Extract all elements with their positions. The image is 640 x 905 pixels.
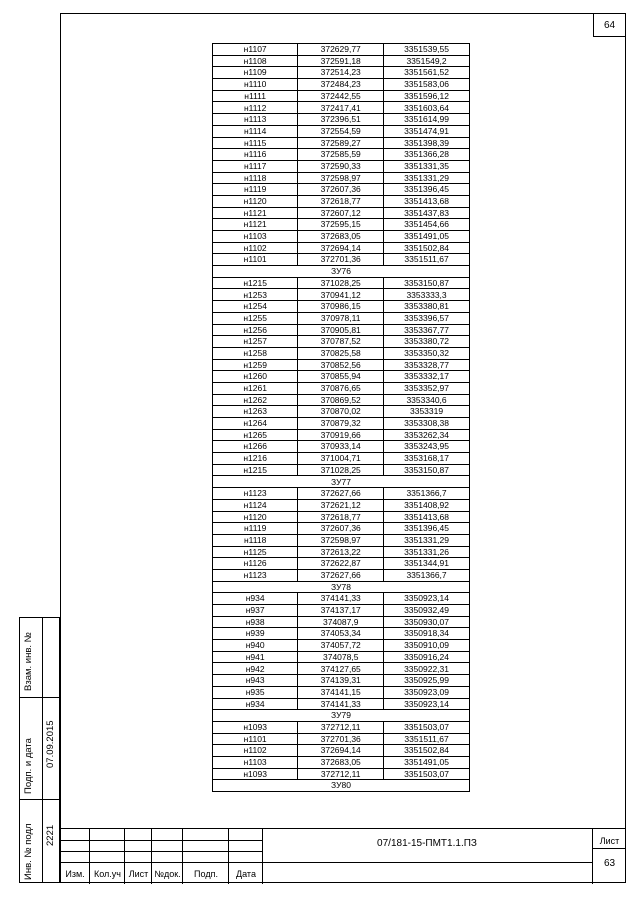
y-coord-cell: 3351614,99 [384,114,470,126]
x-coord-cell: 374141,15 [298,686,384,698]
x-coord-cell: 372598,97 [298,172,384,184]
point-id-cell: н1109 [213,67,298,79]
y-coord-cell: 3351366,28 [384,149,470,161]
point-id-cell: н1125 [213,546,298,558]
point-id-cell: н1255 [213,312,298,324]
parcel-header-row [213,581,470,593]
x-coord-cell: 371028,25 [298,464,384,476]
y-coord-cell: 3353168,17 [384,453,470,465]
y-coord-cell: 3353367,77 [384,324,470,336]
y-coord-cell: 3351331,26 [384,546,470,558]
point-id-cell: н1118 [213,172,298,184]
parcel-label: ЗУ78 [213,581,470,593]
x-coord-cell: 372694,14 [298,745,384,757]
x-coord-cell: 370879,32 [298,418,384,430]
x-coord-cell: 370787,52 [298,336,384,348]
side-stamp [19,617,60,883]
point-id-cell: н1123 [213,569,298,581]
table-row [213,102,470,114]
table-row [213,289,470,301]
x-coord-cell: 372627,66 [298,488,384,500]
y-coord-cell: 3351491,05 [384,756,470,768]
table-row [213,371,470,383]
y-coord-cell: 3353328,77 [384,359,470,371]
table-row [213,756,470,768]
point-id-cell: н1114 [213,125,298,137]
y-coord-cell: 3353340,6 [384,394,470,406]
table-row [213,347,470,359]
y-coord-cell: 3353396,57 [384,312,470,324]
y-coord-cell: 3351396,45 [384,523,470,535]
y-coord-cell: 3351539,55 [384,44,470,56]
y-coord-cell: 3350923,09 [384,686,470,698]
point-id-cell: н1215 [213,277,298,289]
y-coord-cell: 3351344,91 [384,558,470,570]
coordinates-table [212,43,470,792]
table-row [213,336,470,348]
x-coord-cell: 374141,33 [298,698,384,710]
table-row [213,44,470,56]
table-row [213,651,470,663]
x-coord-cell: 372607,36 [298,184,384,196]
table-row [213,523,470,535]
y-coord-cell: 3351491,05 [384,231,470,243]
x-coord-cell: 372607,36 [298,523,384,535]
table-row [213,616,470,628]
table-row [213,628,470,640]
y-coord-cell: 3351366,7 [384,488,470,500]
table-row [213,406,470,418]
y-coord-cell: 3353350,32 [384,347,470,359]
x-coord-cell: 372417,41 [298,102,384,114]
point-id-cell: н1121 [213,219,298,231]
x-coord-cell: 372442,55 [298,90,384,102]
y-coord-cell: 3351366,7 [384,569,470,581]
point-id-cell: н941 [213,651,298,663]
point-id-cell: н1264 [213,418,298,430]
point-id-cell: н935 [213,686,298,698]
y-coord-cell: 3351413,68 [384,511,470,523]
x-coord-cell: 372629,77 [298,44,384,56]
y-coord-cell: 3353150,87 [384,464,470,476]
y-coord-cell: 3351596,12 [384,90,470,102]
table-row [213,418,470,430]
table-row [213,125,470,137]
x-coord-cell: 372712,11 [298,768,384,780]
y-coord-cell: 3353333,3 [384,289,470,301]
x-coord-cell: 370852,56 [298,359,384,371]
podp-data-label: Подп. и дата [23,738,34,794]
point-id-cell: н1093 [213,721,298,733]
point-id-cell: н1260 [213,371,298,383]
point-id-cell: н1265 [213,429,298,441]
point-id-cell: н1256 [213,324,298,336]
y-coord-cell: 3350922,31 [384,663,470,675]
y-coord-cell: 3351474,91 [384,125,470,137]
x-coord-cell: 372607,12 [298,207,384,219]
table-row [213,324,470,336]
x-coord-cell: 372590,33 [298,160,384,172]
y-coord-cell: 3351549,2 [384,55,470,67]
point-id-cell: н1259 [213,359,298,371]
x-coord-cell: 370919,66 [298,429,384,441]
table-row [213,312,470,324]
y-coord-cell: 3350925,99 [384,675,470,687]
point-id-cell: н1266 [213,441,298,453]
x-coord-cell: 374053,34 [298,628,384,640]
table-row [213,593,470,605]
col-list: Лист [128,868,149,879]
x-coord-cell: 372618,77 [298,195,384,207]
x-coord-cell: 374078,5 [298,651,384,663]
point-id-cell: н1257 [213,336,298,348]
x-coord-cell: 372396,51 [298,114,384,126]
x-coord-cell: 372627,66 [298,569,384,581]
point-id-cell: н1124 [213,499,298,511]
x-coord-cell: 372618,77 [298,511,384,523]
x-coord-cell: 372712,11 [298,721,384,733]
table-row [213,534,470,546]
y-coord-cell: 3350918,34 [384,628,470,640]
y-coord-cell: 3350916,24 [384,651,470,663]
point-id-cell: н1118 [213,534,298,546]
table-row [213,733,470,745]
col-podp: Подп. [194,868,218,879]
point-id-cell: н1103 [213,231,298,243]
y-coord-cell: 3351454,66 [384,219,470,231]
table-row [213,558,470,570]
table-row [213,394,470,406]
x-coord-cell: 372514,23 [298,67,384,79]
table-row [213,768,470,780]
table-row [213,546,470,558]
point-id-cell: н943 [213,675,298,687]
point-id-cell: н1120 [213,511,298,523]
parcel-header-row [213,780,470,792]
table-row [213,184,470,196]
y-coord-cell: 3350932,49 [384,605,470,617]
x-coord-cell: 374127,65 [298,663,384,675]
point-id-cell: н1215 [213,464,298,476]
x-coord-cell: 370869,52 [298,394,384,406]
table-row [213,55,470,67]
x-coord-cell: 374137,17 [298,605,384,617]
table-row [213,277,470,289]
col-koluch: Кол.уч [94,868,121,879]
point-id-cell: н1112 [213,102,298,114]
x-coord-cell: 372595,15 [298,219,384,231]
y-coord-cell: 3353380,72 [384,336,470,348]
y-coord-cell: 3351502,84 [384,242,470,254]
point-id-cell: н934 [213,698,298,710]
table-row [213,219,470,231]
x-coord-cell: 370986,15 [298,301,384,313]
y-coord-cell: 3351331,29 [384,534,470,546]
y-coord-cell: 3350910,09 [384,640,470,652]
col-ndok: №док. [154,868,181,879]
table-row [213,195,470,207]
table-row [213,569,470,581]
x-coord-cell: 372622,87 [298,558,384,570]
table-row [213,149,470,161]
x-coord-cell: 370933,14 [298,441,384,453]
point-id-cell: н942 [213,663,298,675]
table-row [213,663,470,675]
point-id-cell: н1117 [213,160,298,172]
point-id-cell: н1216 [213,453,298,465]
point-id-cell: н1262 [213,394,298,406]
point-id-cell: н1103 [213,756,298,768]
y-coord-cell: 3351396,45 [384,184,470,196]
table-row [213,67,470,79]
table-row [213,721,470,733]
point-id-cell: н1116 [213,149,298,161]
x-coord-cell: 374139,31 [298,675,384,687]
point-id-cell: н1126 [213,558,298,570]
point-id-cell: н1119 [213,184,298,196]
table-row [213,207,470,219]
point-id-cell: н1263 [213,406,298,418]
y-coord-cell: 3351511,67 [384,733,470,745]
y-coord-cell: 3350923,14 [384,593,470,605]
point-id-cell: н1111 [213,90,298,102]
point-id-cell: н1093 [213,768,298,780]
x-coord-cell: 371004,71 [298,453,384,465]
col-data: Дата [236,868,256,879]
point-id-cell: н938 [213,616,298,628]
y-coord-cell: 3351603,64 [384,102,470,114]
x-coord-cell: 372683,05 [298,231,384,243]
parcel-label: ЗУ77 [213,476,470,488]
x-coord-cell: 370876,65 [298,382,384,394]
point-id-cell: н1123 [213,488,298,500]
table-row [213,301,470,313]
table-row [213,511,470,523]
y-coord-cell: 3353308,38 [384,418,470,430]
table-row [213,675,470,687]
y-coord-cell: 3353319 [384,406,470,418]
x-coord-cell: 372694,14 [298,242,384,254]
sheet-number: 63 [603,858,616,869]
point-id-cell: н1102 [213,745,298,757]
x-coord-cell: 370905,81 [298,324,384,336]
table-row [213,172,470,184]
table-row [213,382,470,394]
point-id-cell: н1110 [213,79,298,91]
y-coord-cell: 3351511,67 [384,254,470,266]
point-id-cell: н1121 [213,207,298,219]
y-coord-cell: 3351503,07 [384,721,470,733]
point-id-cell: н1108 [213,55,298,67]
x-coord-cell: 370855,94 [298,371,384,383]
parcel-label: ЗУ79 [213,710,470,722]
point-id-cell: н1119 [213,523,298,535]
y-coord-cell: 3351408,92 [384,499,470,511]
x-coord-cell: 370978,11 [298,312,384,324]
podp-date-value: 07.09.2015 [45,720,56,768]
table-row [213,79,470,91]
point-id-cell: н1107 [213,44,298,56]
point-id-cell: н1101 [213,254,298,266]
point-id-cell: н1115 [213,137,298,149]
point-id-cell: н1120 [213,195,298,207]
table-row [213,745,470,757]
parcel-header-row [213,266,470,278]
point-id-cell: н1258 [213,347,298,359]
table-row [213,605,470,617]
x-coord-cell: 372585,59 [298,149,384,161]
table-row [213,464,470,476]
table-row [213,359,470,371]
col-izm: Изм. [65,868,85,879]
x-coord-cell: 370825,58 [298,347,384,359]
y-coord-cell: 3351502,84 [384,745,470,757]
table-row [213,429,470,441]
point-id-cell: н1254 [213,301,298,313]
y-coord-cell: 3350930,07 [384,616,470,628]
x-coord-cell: 372683,05 [298,756,384,768]
table-row [213,160,470,172]
table-row [213,441,470,453]
x-coord-cell: 372701,36 [298,733,384,745]
inv-podl-label: Инв. № подл [23,823,34,880]
x-coord-cell: 372701,36 [298,254,384,266]
y-coord-cell: 3353262,34 [384,429,470,441]
y-coord-cell: 3353380,81 [384,301,470,313]
table-row [213,242,470,254]
x-coord-cell: 371028,25 [298,277,384,289]
point-id-cell: н1102 [213,242,298,254]
y-coord-cell: 3351413,68 [384,195,470,207]
y-coord-cell: 3351561,52 [384,67,470,79]
y-coord-cell: 3351437,83 [384,207,470,219]
point-id-cell: н937 [213,605,298,617]
vzam-inv-label: Взам. инв. № [23,632,34,691]
x-coord-cell: 370870,02 [298,406,384,418]
table-row [213,698,470,710]
point-id-cell: н1261 [213,382,298,394]
point-id-cell: н940 [213,640,298,652]
document-code: 07/181-15-ПМТ1.1.ПЗ [377,838,477,849]
sheet-label: Лист [599,836,620,846]
table-row [213,254,470,266]
table-row [213,488,470,500]
y-coord-cell: 3353352,97 [384,382,470,394]
x-coord-cell: 374057,72 [298,640,384,652]
x-coord-cell: 372484,23 [298,79,384,91]
y-coord-cell: 3351331,35 [384,160,470,172]
x-coord-cell: 372591,18 [298,55,384,67]
table-row [213,231,470,243]
x-coord-cell: 372621,12 [298,499,384,511]
table-row [213,90,470,102]
point-id-cell: н934 [213,593,298,605]
x-coord-cell: 370941,12 [298,289,384,301]
x-coord-cell: 372554,59 [298,125,384,137]
y-coord-cell: 3351331,29 [384,172,470,184]
page-top-number: 64 [593,13,626,37]
y-coord-cell: 3353332,17 [384,371,470,383]
parcel-label: ЗУ76 [213,266,470,278]
point-id-cell: н939 [213,628,298,640]
table-row [213,453,470,465]
table-row [213,137,470,149]
parcel-header-row [213,476,470,488]
y-coord-cell: 3353150,87 [384,277,470,289]
x-coord-cell: 372589,27 [298,137,384,149]
table-row [213,686,470,698]
y-coord-cell: 3351503,07 [384,768,470,780]
y-coord-cell: 3351398,39 [384,137,470,149]
point-id-cell: н1113 [213,114,298,126]
point-id-cell: н1101 [213,733,298,745]
table-row [213,640,470,652]
parcel-label: ЗУ80 [213,780,470,792]
title-block [60,828,626,883]
x-coord-cell: 372598,97 [298,534,384,546]
inv-podl-value: 2221 [45,824,56,846]
table-row [213,114,470,126]
table-row [213,499,470,511]
y-coord-cell: 3350923,14 [384,698,470,710]
x-coord-cell: 374141,33 [298,593,384,605]
parcel-header-row [213,710,470,722]
y-coord-cell: 3353243,95 [384,441,470,453]
y-coord-cell: 3351583,06 [384,79,470,91]
x-coord-cell: 372613,22 [298,546,384,558]
point-id-cell: н1253 [213,289,298,301]
x-coord-cell: 374087,9 [298,616,384,628]
